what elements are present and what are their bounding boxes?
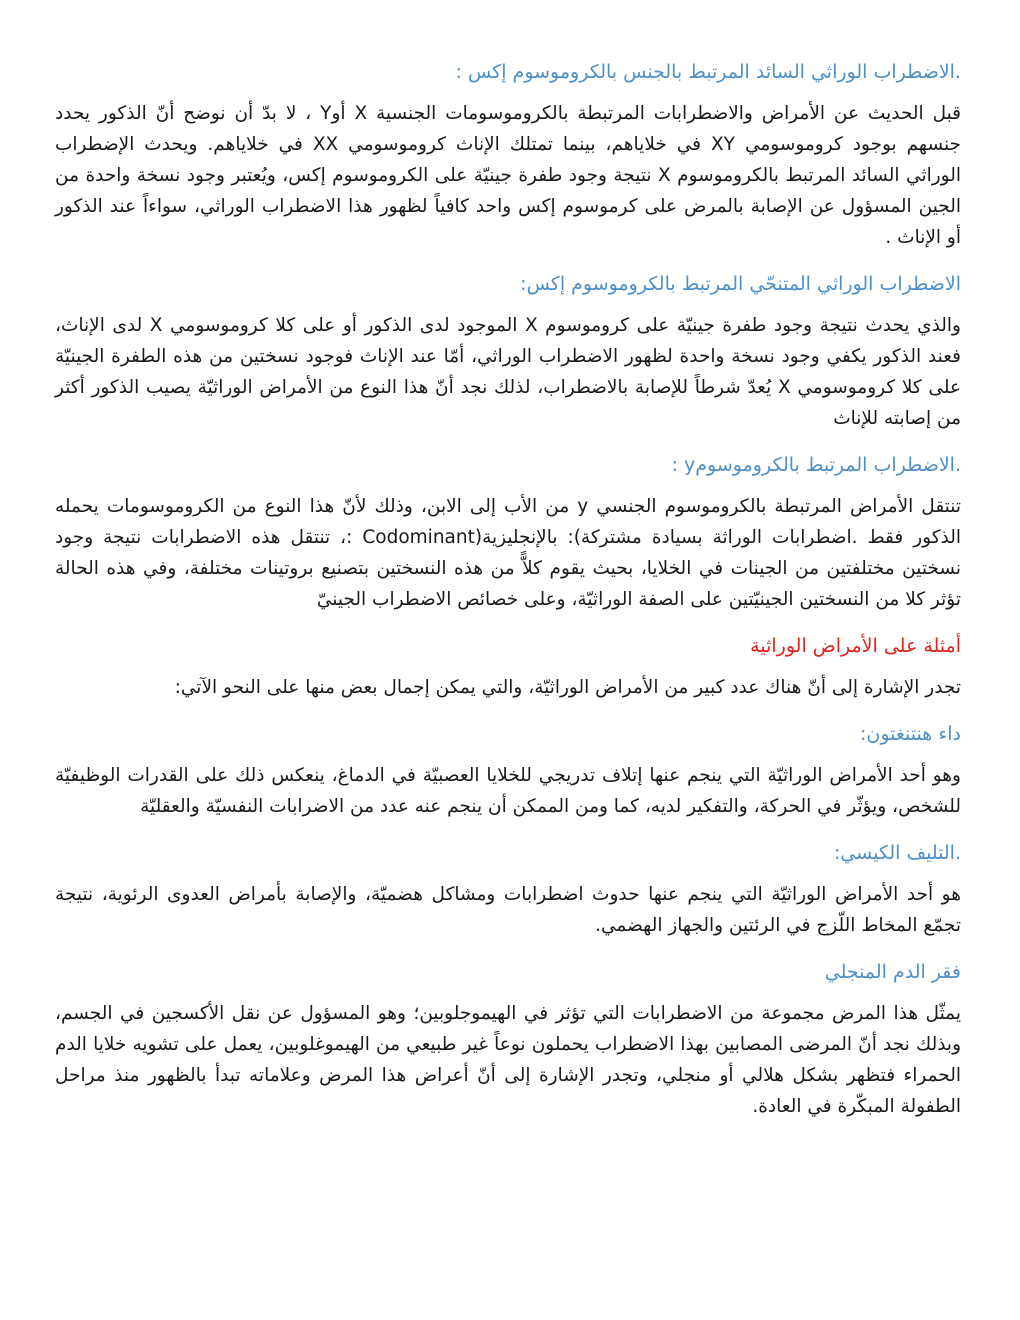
section-paragraph: تجدر الإشارة إلى أنّ هناك عدد كبير من الأمراض الوراثيّة، والتي يمكن إجمال بعض منها على النحو الآتي:: [174, 677, 961, 698]
section-x-recessive: [55, 270, 961, 434]
section-heading: .الاضطراب الوراثي السائد المرتبط بالجنس بالكروموسوم إكس :: [455, 61, 961, 83]
section-paragraph: هو أحد الأمراض الوراثيّة التي ينجم عنها حدوث اضطرابات ومشاكل هضميّة، والإصابة بأمراض العدوى الرئوية، نتيجة تجمّع المخاط اللّزج في الرئتين والجهاز الهضمي.: [55, 884, 961, 936]
section-x-dominant: [55, 58, 961, 253]
section-sickle-cell: [55, 958, 961, 1122]
section-paragraph: وهو أحد الأمراض الوراثيّة التي ينجم عنها إتلاف تدريجي للخلايا العصبيّة في الدماغ، ينعكس ذلك على القدرات الوظيفيّة للشخص، ويؤثّر في الحركة، والتفكير لديه، كما ومن الممكن أن ينجم عنه عدد من الاضرابات النفسيّة والعقليّة: [55, 765, 961, 817]
section-heading: داء هنتنغتون:: [859, 723, 961, 745]
section-y-linked: [55, 451, 961, 615]
section-heading: فقر الدم المنجلي: [824, 961, 961, 983]
document-page: [55, 58, 961, 1139]
section-huntington: [55, 720, 961, 822]
section-paragraph: قبل الحديث عن الأمراض والاضطرابات المرتبطة بالكروموسومات الجنسية X أوY ، لا بدّ أن نوضح أنّ الذكور يحدد جنسهم بوجود كروموسومي XY في خلاياهم، بينما تمتلك الإناث كروموسومي XX في خلاياهم. ويحدث الإضطراب الوراثي السائد المرتبط بالكروموسوم X نتيجة وجود طفرة جينيّة على الكروموسوم إكس، ويُعتبر وجود نسخة واحدة من الجين المسؤول عن الإصابة بالمرض على كرموسوم إكس واحد كافياً لظهور هذا الاضطراب الوراثي، سواءاً عند الذكور أو الإناث .: [55, 103, 962, 248]
section-heading-highlight: أمثلة على الأمراض الوراثية: [750, 635, 961, 657]
section-cystic-fibrosis: [55, 839, 961, 941]
section-heading: .الاضطراب المرتبط بالكروموسومy :: [671, 454, 961, 476]
section-heading: .التليف الكيسي:: [833, 842, 961, 864]
section-examples: [55, 632, 961, 703]
section-paragraph: تنتقل الأمراض المرتبطة بالكروموسوم الجنسي y من الأب إلى الابن، وذلك لأنّ هذا النوع من الكروموسومات يحمله الذكور فقط .اضطرابات الوراثة بسيادة مشتركة): بالإنجليزية(Codominant :، تنتقل هذه الاضطرابات نتيجة وجود نسختين مختلفتين من الجينات في الخلايا، بحيث يقوم كلاًّ من هذه النسختين بتصنيع بروتينات مختلفة، وفي هذه الحالة تؤثر كلا من النسختين الجينيّتين على الصفة الوراثيّة، وعلى خصائص الاضطراب الجينيّ: [55, 496, 961, 610]
section-heading: الاضطراب الوراثي المتنحّي المرتبط بالكروموسوم إكس:: [520, 273, 961, 295]
section-paragraph: والذي يحدث نتيجة وجود طفرة جينيّة على كروموسوم X الموجود لدى الذكور أو على كلا كروموسومي X لدى الإناث، فعند الذكور يكفي وجود نسخة واحدة لظهور الاضطراب الوراثي، أمّا عند الإناث فوجود نسختين من هذه الطفرة الجينيّة على كلا كروموسومي X يُعدّ شرطاً للإصابة بالاضطراب، لذلك نجد أنّ هذا النوع من الأمراض الوراثيّة يصيب الذكور أكثر من إصابته للإناث: [55, 315, 962, 429]
section-paragraph: يمثّل هذا المرض مجموعة من الاضطرابات التي تؤثر في الهيموجلوبين؛ وهو المسؤول عن نقل الأكسجين في الجسم، وبذلك نجد أنّ المرضى المصابين بهذا الاضطراب يحملون نوعاً غير طبيعي من الهيموغلوبين، يعمل على تشويه خلايا الدم الحمراء فتظهر بشكل هلالي أو منجلي، وتجدر الإشارة إلى أنّ أعراض هذا المرض وعلاماته تبدأ بالظهور منذ مراحل الطفولة المبكّرة في العادة.: [55, 1003, 961, 1117]
